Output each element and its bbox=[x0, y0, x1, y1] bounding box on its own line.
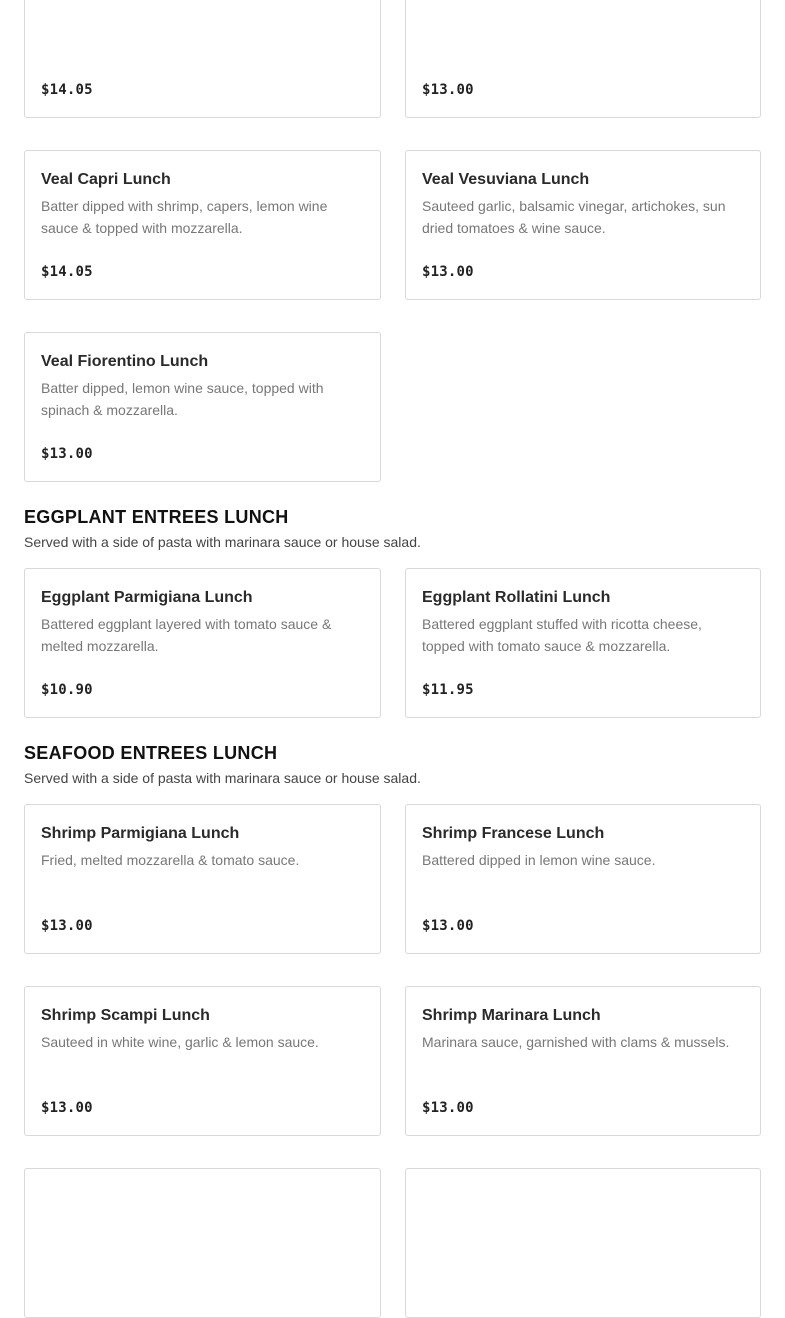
veal-items-grid bbox=[24, 0, 761, 482]
menu-item-card-shrimp-marinara[interactable] bbox=[405, 986, 761, 1136]
menu-item-card-veal-vesuviana[interactable] bbox=[405, 150, 761, 300]
menu-item-card[interactable] bbox=[24, 0, 381, 118]
section-eggplant-entrees bbox=[24, 506, 761, 718]
item-name: Veal Vesuviana Lunch bbox=[422, 171, 590, 188]
item-name: Veal Capri Lunch bbox=[41, 171, 171, 188]
item-description: Battered eggplant layered with tomato sauce & melted mozzarella. bbox=[41, 616, 332, 654]
section-title: SEAFOOD ENTREES LUNCH bbox=[24, 743, 278, 763]
item-description: Batter dipped, lemon wine sauce, topped with spinach & mozzarella. bbox=[41, 380, 324, 418]
item-name: Eggplant Rollatini Lunch bbox=[422, 589, 611, 606]
menu-item-card-veal-fiorentino[interactable] bbox=[24, 332, 381, 482]
item-price: $13.00 bbox=[422, 82, 474, 98]
section-title: EGGPLANT ENTREES LUNCH bbox=[24, 507, 289, 527]
item-name: Eggplant Parmigiana Lunch bbox=[41, 589, 253, 606]
item-description: Batter dipped with shrimp, capers, lemon wine sauce & topped with mozzarella. bbox=[41, 198, 328, 236]
item-description: Sauteed in white wine, garlic & lemon sauce. bbox=[41, 1034, 319, 1050]
item-name: Veal Fiorentino Lunch bbox=[41, 353, 209, 370]
menu-item-card-shrimp-scampi[interactable] bbox=[24, 986, 381, 1136]
item-price: $13.00 bbox=[422, 918, 474, 934]
item-name: Shrimp Parmigiana Lunch bbox=[41, 825, 240, 842]
item-price: $13.00 bbox=[41, 446, 93, 462]
menu-item-card-shrimp-parmigiana[interactable] bbox=[24, 804, 381, 954]
item-price: $14.05 bbox=[41, 82, 93, 98]
section-seafood-entrees bbox=[24, 742, 761, 1318]
item-description: Marinara sauce, garnished with clams & mussels. bbox=[422, 1034, 730, 1050]
item-description: Sauteed garlic, balsamic vinegar, artichokes, sun dried tomatoes & wine sauce. bbox=[422, 198, 726, 236]
menu-item-card-veal-capri[interactable] bbox=[24, 150, 381, 300]
section-subtitle: Served with a side of pasta with marinara sauce or house salad. bbox=[24, 770, 421, 786]
menu-item-card[interactable] bbox=[405, 0, 761, 118]
item-name: Shrimp Marinara Lunch bbox=[422, 1007, 601, 1024]
menu-item-card-shrimp-francese[interactable] bbox=[405, 804, 761, 954]
item-price: $10.90 bbox=[41, 682, 93, 698]
eggplant-items-grid bbox=[24, 568, 761, 718]
item-description: Fried, melted mozzarella & tomato sauce. bbox=[41, 852, 300, 868]
item-name: Shrimp Francese Lunch bbox=[422, 825, 605, 842]
menu-page bbox=[24, 0, 761, 1318]
item-description: Battered dipped in lemon wine sauce. bbox=[422, 852, 656, 868]
section-subtitle: Served with a side of pasta with marinara sauce or house salad. bbox=[24, 534, 421, 550]
item-price: $13.00 bbox=[422, 264, 474, 280]
item-price: $14.05 bbox=[41, 264, 93, 280]
menu-item-card-eggplant-parmigiana[interactable] bbox=[24, 568, 381, 718]
seafood-items-grid bbox=[24, 804, 761, 1318]
menu-item-card[interactable] bbox=[24, 1168, 381, 1318]
item-description: Battered eggplant stuffed with ricotta cheese, topped with tomato sauce & mozzarella. bbox=[422, 616, 702, 654]
item-price: $11.95 bbox=[422, 682, 474, 698]
item-name: Shrimp Scampi Lunch bbox=[41, 1007, 210, 1024]
menu-item-card-eggplant-rollatini[interactable] bbox=[405, 568, 761, 718]
item-price: $13.00 bbox=[41, 1100, 93, 1116]
item-price: $13.00 bbox=[422, 1100, 474, 1116]
item-price: $13.00 bbox=[41, 918, 93, 934]
menu-item-card[interactable] bbox=[405, 1168, 761, 1318]
